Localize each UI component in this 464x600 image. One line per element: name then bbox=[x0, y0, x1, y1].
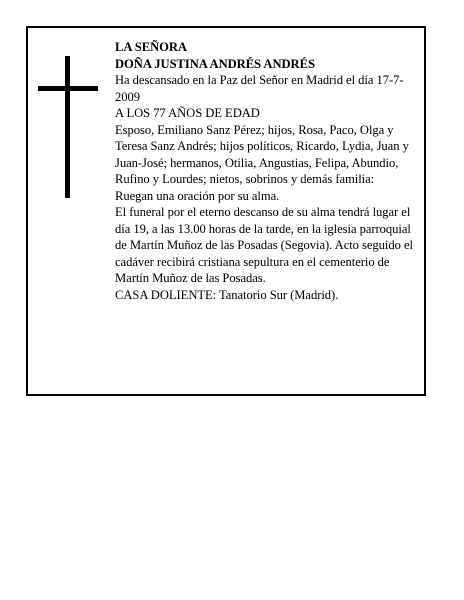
deceased-name: DOÑA JUSTINA ANDRÉS ANDRÉS bbox=[115, 56, 315, 71]
prayer-request: Ruegan una oración por su alma. bbox=[115, 188, 280, 203]
family-list: Esposo, Emiliano Sanz Pérez; hijos, Rosa, Paco, Olga y Teresa Sanz Andrés; hijos políticos, Ricardo, Lydia, Juan y Juan-José; hermanos, Otilia, Angustias, Felipa, Abundio, Rufino y Lourdes; nietos, sobrinos y demás familia: bbox=[115, 122, 409, 186]
cross-vertical-bar bbox=[65, 56, 70, 198]
latin-cross-icon bbox=[38, 56, 98, 198]
obituary-notice bbox=[26, 26, 426, 396]
notice-title: LA SEÑORA bbox=[115, 40, 187, 54]
notice-body bbox=[115, 39, 421, 303]
death-announcement: Ha descansado en la Paz del Señor en Madrid el día 17-7-2009 bbox=[115, 73, 404, 104]
mourning-house: CASA DOLIENTE: Tanatorio Sur (Madrid). bbox=[115, 287, 339, 302]
funeral-details: El funeral por el eterno descanso de su alma tendrá lugar el día 19, a las 13.00 horas de la tarde, en la iglesia parroquial de Martín Muñoz de las Posadas (Segovia). Acto seguido el cadáver recibirá cristiana sepultura en el cementerio de Martín Muñoz de las Posadas. bbox=[115, 205, 413, 285]
cross-horizontal-bar bbox=[38, 86, 98, 91]
age-line: A LOS 77 AÑOS DE EDAD bbox=[115, 106, 260, 120]
